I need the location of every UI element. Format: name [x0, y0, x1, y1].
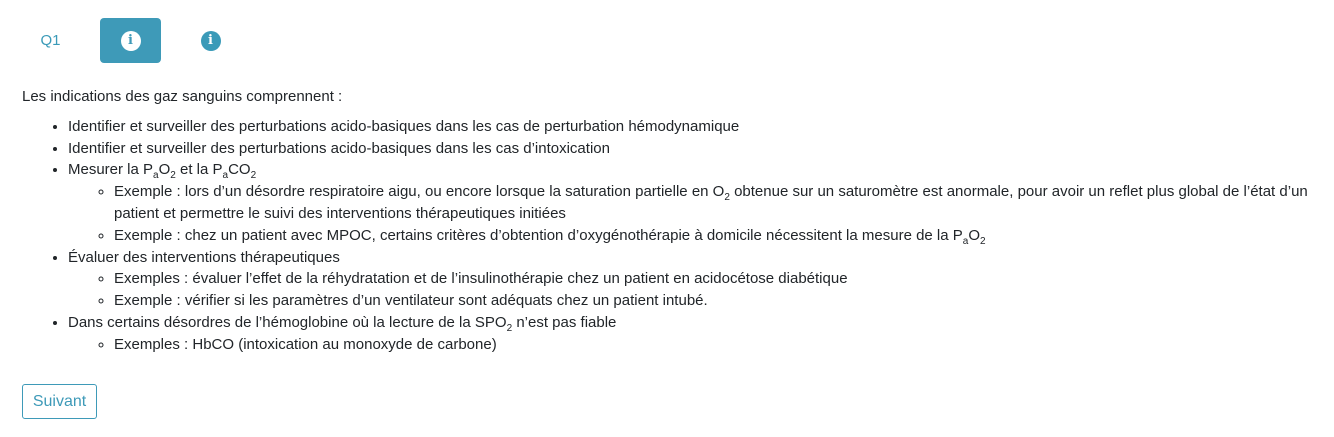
intro-text: Les indications des gaz sanguins comprennent :: [22, 88, 343, 105]
list-item: • Mesurer la $P_aO_2$ et la $P_aCO_2$ ◦ Exemple : lors d’un désordre respiratoire aigu, ou encore lorsque la saturation partielle en $O_2$ obtenue sur un saturomètre est anormale, pour avoir un reflet plus global de l’état d’un patient et permettre le suivi des interventions thérapeutiques initiées ◦ Exemple : chez un patient avec MPOC, certains critères d’obtention d’oxygénothérapie à domicile nécessitent la mesure de la $P_aO_2$: [68, 159, 1322, 246]
info-circle-icon: i: [201, 31, 221, 51]
sub-list: [68, 181, 1322, 246]
tab-q1[interactable]: [20, 18, 81, 63]
sub-list: [68, 268, 1322, 312]
tab-info[interactable]: [180, 18, 241, 63]
sub-list-item: ◦ Exemple : vérifier si les paramètres d’un ventilateur sont adéquats chez un patient intubé.: [114, 290, 1322, 312]
sub-list-item: ◦ Exemple : lors d’un désordre respiratoire aigu, ou encore lorsque la saturation partielle en $O_2$ obtenue sur un saturomètre est anormale, pour avoir un reflet plus global de l’état d’un patient et permettre le suivi des interventions thérapeutiques initiées: [114, 181, 1322, 225]
indications-list: [22, 116, 1322, 356]
sub-list-item: ◦ Exemples : HbCO (intoxication au monoxyde de carbone): [114, 334, 1322, 356]
tab-q1-label: Q1: [40, 32, 61, 49]
list-item: • Identifier et surveiller des perturbations acido-basiques dans les cas d’intoxication: [68, 138, 1322, 160]
info-circle-icon: i: [121, 31, 141, 51]
sub-list-item: ◦ Exemple : chez un patient avec MPOC, certains critères d’obtention d’oxygénothérapie à domicile nécessitent la mesure de la $P_aO_2$: [114, 225, 1322, 247]
sub-list: [68, 334, 1322, 356]
info-content: [22, 86, 1322, 356]
list-item: • Identifier et surveiller des perturbations acido-basiques dans les cas de perturbation hémodynamique: [68, 116, 1322, 138]
list-item: • Dans certains désordres de l’hémoglobine où la lecture de la $SPO_2$ n’est pas fiable ◦ Exemples : HbCO (intoxication au monoxyde de carbone): [68, 312, 1322, 356]
question-tabs: [20, 18, 241, 63]
tab-info-active[interactable]: [100, 18, 161, 63]
list-item: • Évaluer des interventions thérapeutiques ◦ Exemples : évaluer l’effet de la réhydratation et de l’insulinothérapie chez un patient en acidocétose diabétique ◦ Exemple : vérifier si les paramètres d’un ventilateur sont adéquats chez un patient intubé.: [68, 247, 1322, 312]
next-button[interactable]: Suivant: [22, 384, 97, 419]
sub-list-item: ◦ Exemples : évaluer l’effet de la réhydratation et de l’insulinothérapie chez un patient en acidocétose diabétique: [114, 268, 1322, 290]
